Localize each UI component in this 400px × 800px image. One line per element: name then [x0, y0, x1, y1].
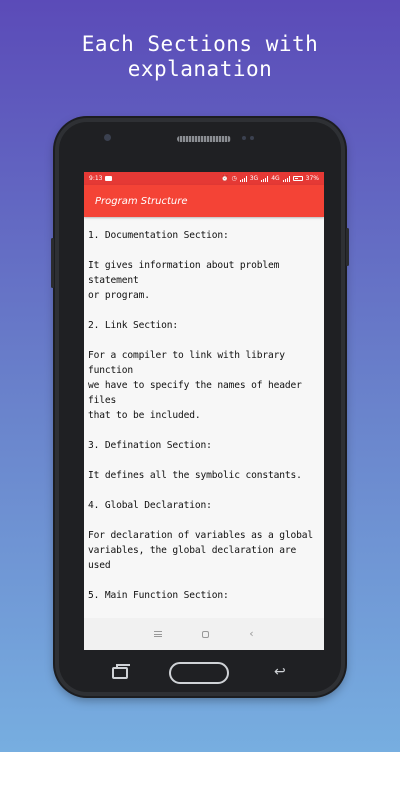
signal-icon [261, 176, 268, 182]
network-type-1: 3G [249, 175, 259, 182]
alarm-icon: ⏰ [220, 175, 229, 182]
home-icon[interactable] [202, 631, 209, 638]
toolbar-title: Program Structure [95, 195, 188, 207]
phone-frame [55, 118, 345, 696]
volume-button [51, 238, 54, 288]
home-button[interactable] [169, 662, 229, 684]
battery-percent: 37% [305, 175, 319, 182]
section-heading: 2. Link Section: [88, 320, 179, 331]
content-text-area[interactable] [84, 217, 324, 618]
section-body: It defines all the symbolic constants. [88, 470, 302, 481]
section-body: For a compiler to link with library function we have to specify the names of header files that to be included. [88, 350, 302, 421]
network-type-2: 4G [271, 175, 280, 182]
status-time: 9:13 [89, 175, 103, 182]
phone-bezel [59, 122, 341, 692]
sensor-icon [242, 136, 246, 140]
section-body: For declaration of variables as a global variables, the global declaration are used [88, 530, 314, 571]
signal-icon [283, 176, 290, 182]
front-camera-icon [104, 134, 111, 141]
hardware-buttons [59, 654, 341, 690]
section-heading: 4. Global Declaration: [88, 500, 212, 511]
status-bar [84, 172, 324, 185]
headline-line-1: Each Sections with [81, 32, 319, 56]
back-icon[interactable]: ‹ [249, 627, 254, 640]
signal-icon [240, 176, 247, 182]
message-icon [105, 176, 112, 181]
battery-icon [293, 176, 303, 181]
recent-apps-icon[interactable] [112, 667, 128, 679]
soft-navigation-bar [84, 618, 324, 650]
promo-headline [0, 32, 400, 82]
app-toolbar [84, 185, 324, 217]
phone-screen [84, 172, 324, 650]
back-icon[interactable]: ↩ [274, 664, 286, 680]
power-button [346, 228, 349, 266]
menu-icon[interactable] [154, 631, 162, 637]
section-heading: 5. Main Function Section: [88, 590, 229, 601]
clock-icon: ◷ [231, 175, 237, 182]
section-body: It gives information about problem statement or program. [88, 260, 280, 301]
sensor-icon [250, 136, 254, 140]
section-heading: 3. Defination Section: [88, 440, 212, 451]
headline-line-2: explanation [127, 57, 273, 81]
earpiece-speaker [177, 136, 231, 142]
section-heading: 1. Documentation Section: [88, 230, 229, 241]
